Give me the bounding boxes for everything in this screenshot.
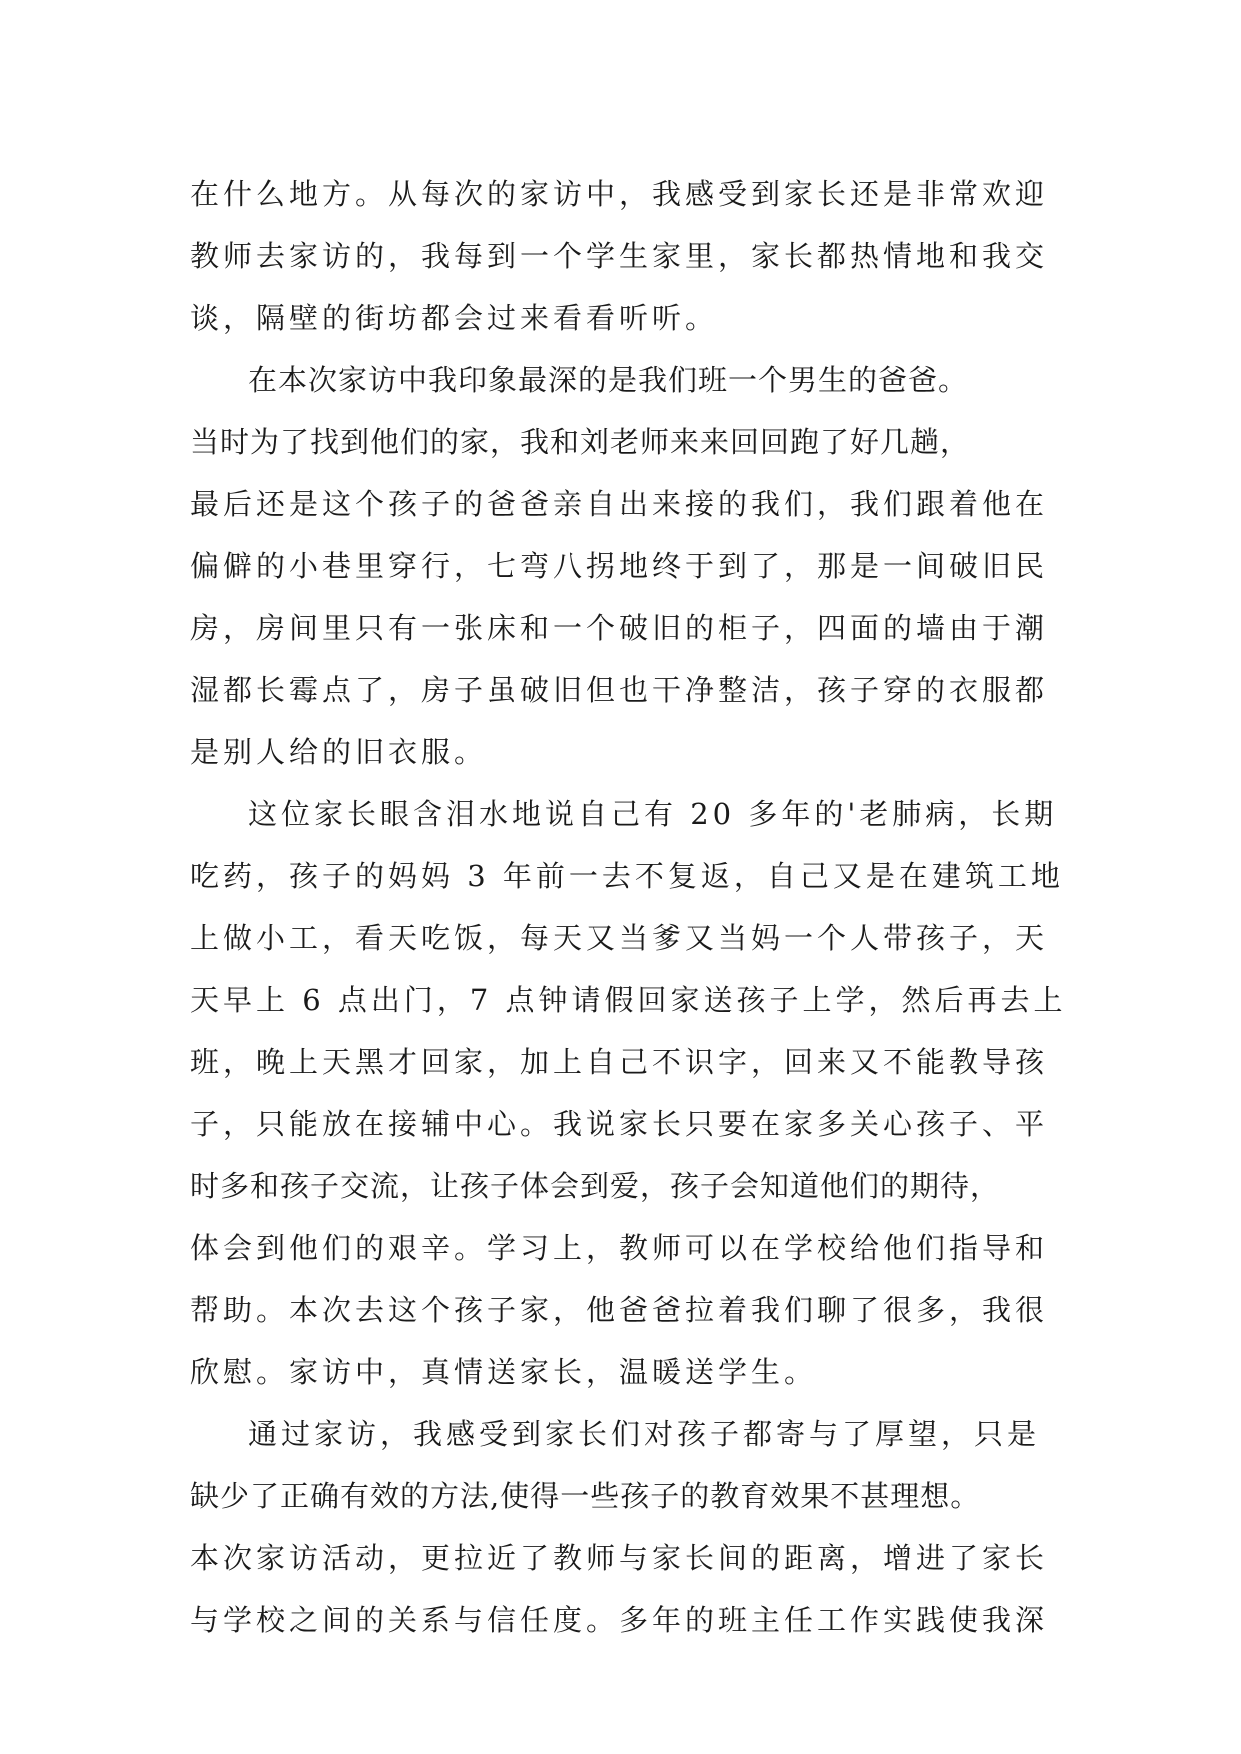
text-line: 子，只能放在接辅中心。我说家长只要在家多关心孩子、平	[190, 1107, 1049, 1141]
text-line: 体会到他们的艰辛。学习上，教师可以在学校给他们指导和	[190, 1231, 1049, 1265]
paragraph-start-line: 这位家长眼含泪水地说自己有 20 多年的'老肺病，长期	[248, 797, 1058, 831]
text-line: 时多和孩子交流，让孩子体会到爱，孩子会知道他们的期待，	[190, 1169, 1001, 1203]
text-line: 偏僻的小巷里穿行，七弯八拐地终于到了，那是一间破旧民	[190, 549, 1049, 583]
text-line: 房，房间里只有一张床和一个破旧的柜子，四面的墙由于潮	[190, 611, 1049, 645]
paragraph-start-line: 在本次家访中我印象最深的是我们班一个男生的爸爸。	[248, 363, 969, 397]
text-line: 天早上 6 点出门，7 点钟请假回家送孩子上学，然后再去上	[190, 983, 1067, 1017]
text-line: 是别人给的旧衣服。	[190, 735, 488, 769]
text-line: 当时为了找到他们的家，我和刘老师来来回回跑了好几趟，	[190, 425, 971, 459]
text-line: 班，晚上天黑才回家，加上自己不识字，回来又不能教导孩	[190, 1045, 1049, 1079]
text-line: 上做小工，看天吃饭，每天又当爹又当妈一个人带孩子，天	[190, 921, 1049, 955]
text-line: 缺少了正确有效的方法,使得一些孩子的教育效果不甚理想。	[190, 1479, 981, 1513]
text-line: 本次家访活动，更拉近了教师与家长间的距离，增进了家长	[190, 1541, 1049, 1575]
paragraph-start-line: 通过家访，我感受到家长们对孩子都寄与了厚望，只是	[248, 1417, 1041, 1451]
text-line: 欣慰。家访中，真情送家长，温暖送学生。	[190, 1355, 818, 1389]
text-line: 湿都长霉点了，房子虽破旧但也干净整洁，孩子穿的衣服都	[190, 673, 1049, 707]
text-line: 教师去家访的，我每到一个学生家里，家长都热情地和我交	[190, 239, 1049, 273]
text-line: 最后还是这个孩子的爸爸亲自出来接的我们，我们跟着他在	[190, 487, 1049, 521]
text-line: 吃药，孩子的妈妈 3 年前一去不复返，自己又是在建筑工地	[190, 859, 1064, 893]
text-line: 在什么地方。从每次的家访中，我感受到家长还是非常欢迎	[190, 177, 1049, 211]
document-body	[190, 163, 1067, 1651]
text-line: 与学校之间的关系与信任度。多年的班主任工作实践使我深	[190, 1603, 1049, 1637]
text-line: 谈，隔壁的街坊都会过来看看听听。	[190, 301, 719, 335]
text-line: 帮助。本次去这个孩子家，他爸爸拉着我们聊了很多，我很	[190, 1293, 1049, 1327]
